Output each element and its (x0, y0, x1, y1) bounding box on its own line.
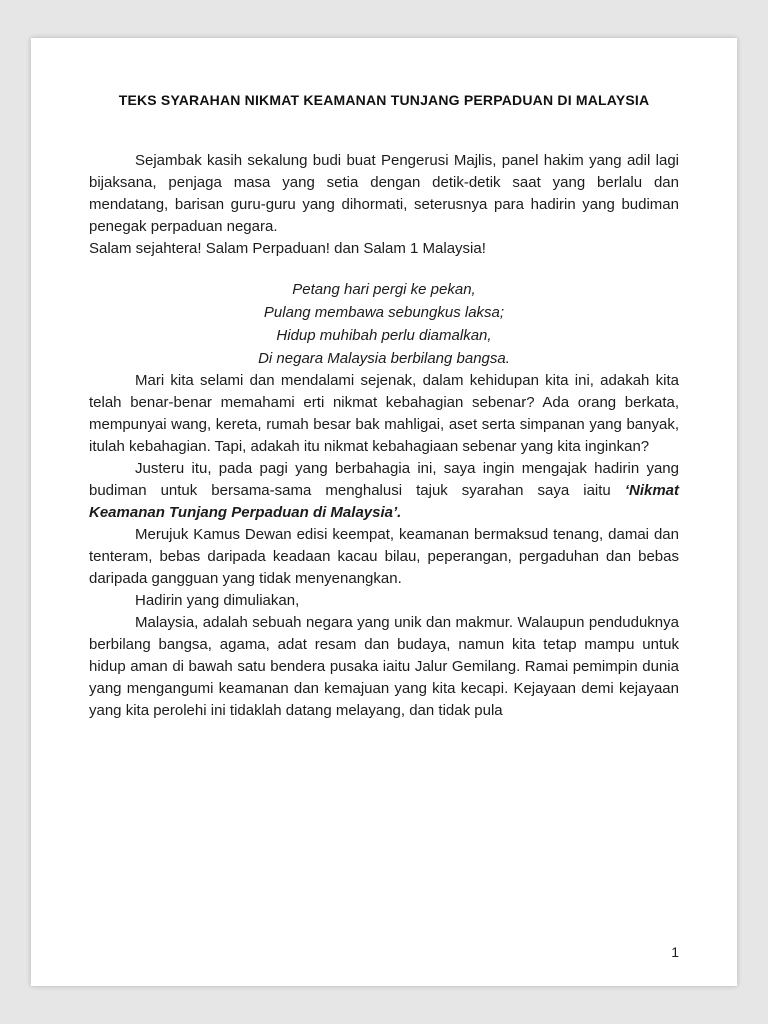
page-number: 1 (671, 944, 679, 960)
speech-title-emphasis: ‘Nikmat Keamanan Tunjang Perpaduan di Malaysia’. (89, 482, 679, 521)
paragraph-reflection: Mari kita selami dan mendalami sejenak, dalam kehidupan kita ini, adakah kita telah benar-benar memahami erti nikmat kebahagian sebenar? Ada orang berkata, mempunyai wang, kereta, rumah besar bak mahligai, aset serta simpanan yang banyak, itulah kebahagian. Tapi, adakah itu nikmat kebahagiaan sebenar yang kita inginkan? (89, 372, 679, 455)
paragraph-address: Hadirin yang dimuliakan, (135, 592, 300, 609)
paragraph-topic-text: Justeru itu, pada pagi yang berbahagia ini, saya ingin mengajak hadirin yang budiman untuk bersama-sama menghalusi tajuk syarahan saya iaitu (89, 460, 679, 499)
paragraph-salutation: Salam sejahtera! Salam Perpaduan! dan Salam 1 Malaysia! (89, 240, 486, 257)
document-page (31, 38, 737, 986)
paragraph-greeting: Sejambak kasih sekalung budi buat Pengerusi Majlis, panel hakim yang adil lagi bijaksana, penjaga masa yang setia dengan detik-detik saat yang berlalu dan mendatang, barisan guru-guru yang dihormati, seterusnya para hadirin yang budiman penegak perpaduan negara. (89, 152, 679, 235)
paragraph-malaysia: Malaysia, adalah sebuah negara yang unik dan makmur. Walaupun penduduknya berbilang bangsa, agama, adat resam dan budaya, namun kita tetap mampu untuk hidup aman di bawah satu bendera pusaka iaitu Jalur Gemilang. Ramai pemimpin dunia yang mengangumi keamanan dan kemajuan yang kita kecapi. Kejayaan demi kejayaan yang kita perolehi ini tidaklah datang melayang, dan tidak pula (89, 614, 679, 719)
poem-pantun (89, 278, 679, 370)
poem-line: Pulang membawa sebungkus laksa; (263, 304, 505, 321)
paragraph-definition: Merujuk Kamus Dewan edisi keempat, keamanan bermaksud tenang, damai dan tenteram, bebas daripada keadaan kacau bilau, peperangan, pergaduhan dan bebas daripada gangguan yang tidak menyenangkan. (89, 526, 679, 587)
document-title: TEKS SYARAHAN NIKMAT KEAMANAN TUNJANG PERPADUAN DI MALAYSIA (118, 92, 650, 108)
paragraph-topic (89, 458, 679, 524)
poem-line: Di negara Malaysia berbilang bangsa. (258, 350, 510, 367)
poem-line: Hidup muhibah perlu diamalkan, (276, 327, 492, 344)
poem-line: Petang hari pergi ke pekan, (292, 281, 476, 298)
